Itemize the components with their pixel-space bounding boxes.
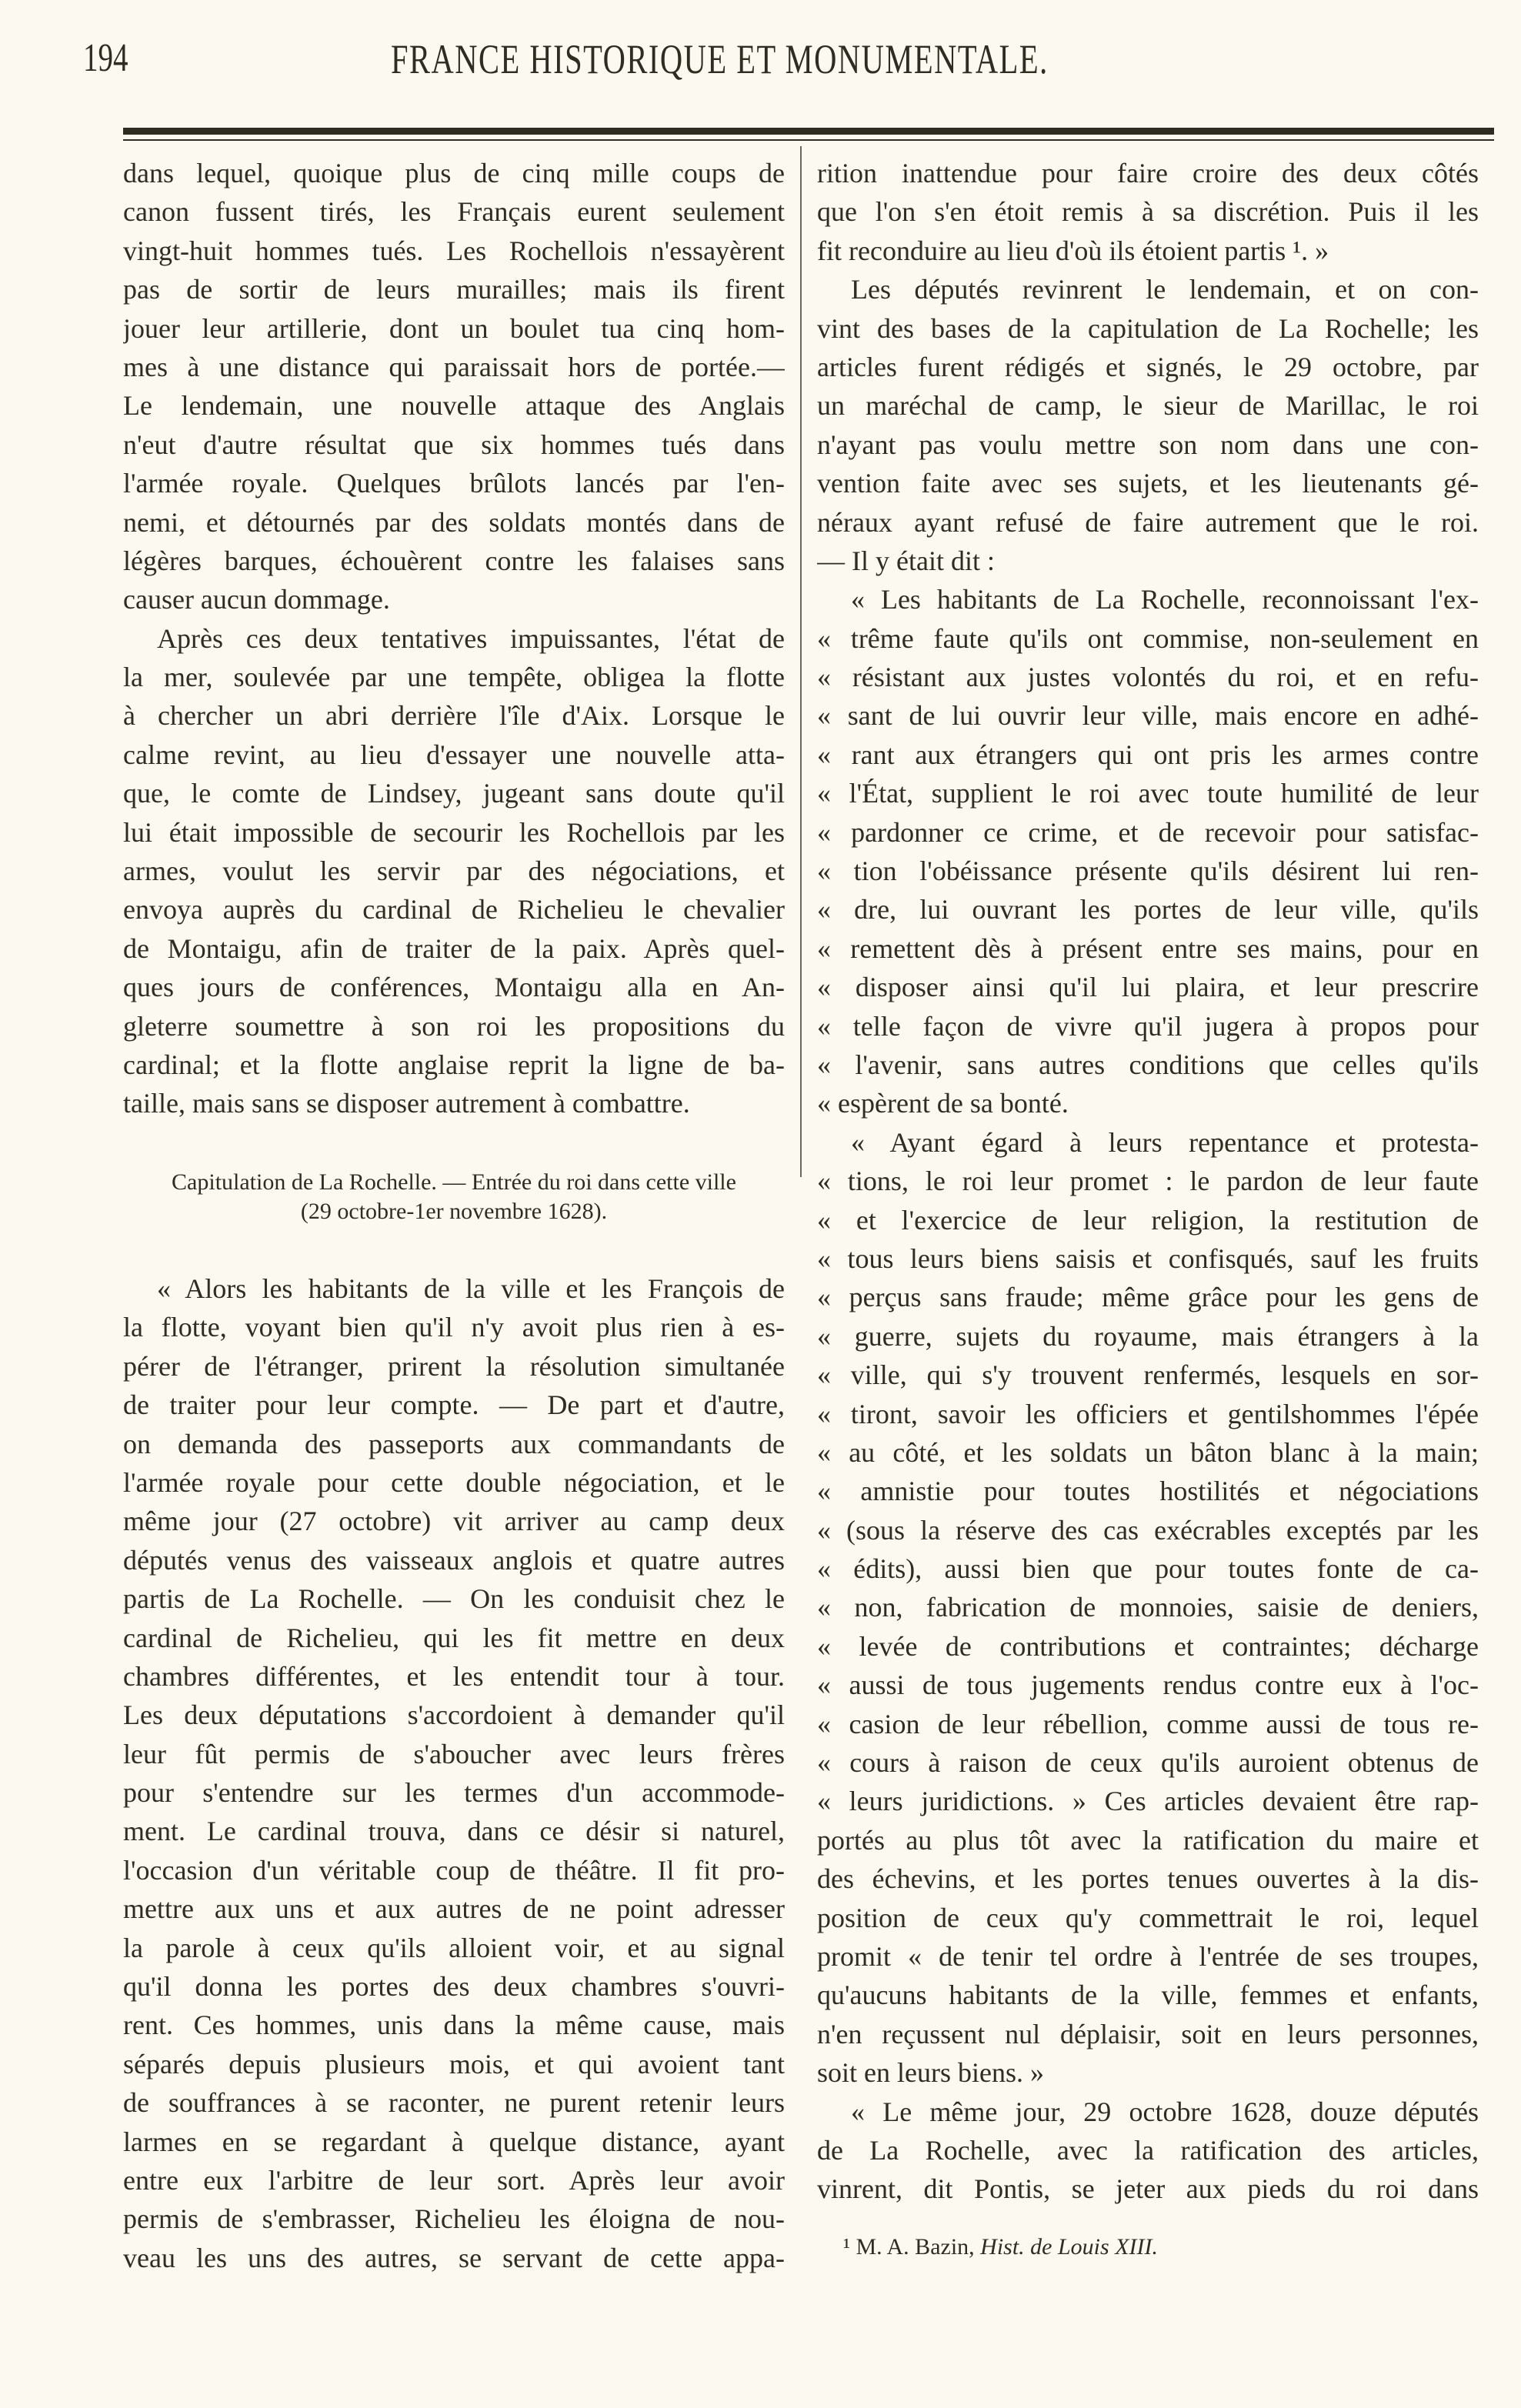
- text-line: cardinal de Richelieu, qui les fit mettre en deux: [123, 1622, 785, 1653]
- text-line: la mer, soulevée par une tempête, obligea la flotte: [123, 662, 785, 693]
- text-line: position de ceux qu'y commettrait le roi, lequel: [817, 1902, 1479, 1933]
- text-line: que l'on s'en étoit remis à sa discrétion. Puis il les: [817, 196, 1479, 228]
- text-line: promit « de tenir tel ordre à l'entrée de ses troupes,: [817, 1940, 1479, 1972]
- text-line: « tous leurs biens saisis et confisqués, sauf les fruits: [817, 1242, 1479, 1274]
- text-line: la flotte, voyant bien qu'il n'y avoit plus rien à es-: [123, 1312, 785, 1343]
- text-line: séparés depuis plusieurs mois, et qui avoient tant: [123, 2048, 785, 2079]
- text-line: l'armée royale pour cette double négociation, et le: [123, 1466, 785, 1498]
- text-line: la parole à ceux qu'ils alloient voir, et au signal: [123, 1932, 785, 1963]
- text-line: n'en reçussent nul déplaisir, soit en leurs personnes,: [817, 2018, 1479, 2049]
- text-line: qu'aucuns habitants de la ville, femmes et enfants,: [817, 1979, 1479, 2011]
- caption-line-2: (29 octobre-1er novembre 1628).: [300, 1199, 608, 1224]
- text-line: ment. Le cardinal trouva, dans ce désir si naturel,: [123, 1816, 785, 1847]
- text-line: lui était impossible de secourir les Rochellois par les: [123, 816, 785, 848]
- text-line: de souffrances à se raconter, ne purent retenir leurs: [123, 2087, 785, 2119]
- text-line: veau les uns des autres, se servant de cette appa-: [123, 2242, 785, 2273]
- text-line: envoya auprès du cardinal de Richelieu le chevalier: [123, 894, 785, 926]
- text-line: causer aucun dommage.: [123, 584, 390, 615]
- text-line: à chercher un abri derrière l'île d'Aix. Lorsque le: [123, 700, 785, 732]
- text-line: « édits), aussi bien que pour toutes fonte de ca-: [817, 1553, 1479, 1585]
- text-line: articles furent rédigés et signés, le 29 octobre, par: [817, 351, 1479, 382]
- right-column-text: [817, 154, 1479, 2209]
- text-line: « amnistie pour toutes hostilités et négociations: [817, 1476, 1479, 1507]
- text-line: « Alors les habitants de la ville et les François de: [157, 1273, 785, 1304]
- text-line: « tions, le roi leur promet : le pardon de leur faute: [817, 1166, 1479, 1197]
- header-rule-thick: [123, 128, 1494, 135]
- footnote: [843, 2234, 1158, 2260]
- text-line: « Le même jour, 29 octobre 1628, douze députés: [851, 2096, 1479, 2127]
- text-line: « l'État, supplient le roi avec toute humilité de leur: [817, 778, 1479, 809]
- text-line: dans lequel, quoique plus de cinq mille coups de: [123, 158, 785, 188]
- text-line: l'armée royale. Quelques brûlots lancés par l'en-: [123, 468, 785, 499]
- text-line: « cours à raison de ceux qu'ils auroient obtenus de: [817, 1747, 1479, 1779]
- text-line: mes à une distance qui paraissait hors de portée.—: [123, 351, 785, 382]
- text-line: taille, mais sans se disposer autrement à combattre.: [123, 1088, 690, 1119]
- text-line: portés au plus tôt avec la ratification du maire et: [817, 1824, 1479, 1856]
- text-line: « remettent dès à présent entre ses mains, pour en: [817, 932, 1479, 964]
- text-line: on demanda des passeports aux commandants de: [123, 1428, 785, 1459]
- text-line: « Ayant égard à leurs repentance et protesta-: [851, 1126, 1479, 1158]
- text-line: pas de sortir de leurs murailles; mais ils firent: [123, 274, 785, 305]
- text-line: Les députés revinrent le lendemain, et on con-: [851, 274, 1479, 305]
- text-line: de Montaigu, afin de traiter de la paix. Après quel-: [123, 932, 785, 964]
- text-line: « aussi de tous jugements rendus contre eux à l'oc-: [817, 1669, 1479, 1701]
- text-line: gleterre soumettre à son roi les propositions du: [123, 1010, 785, 1042]
- text-line: « guerre, sujets du royaume, mais étrangers à la: [817, 1320, 1479, 1352]
- text-line: « au côté, et les soldats un bâton blanc à la main;: [817, 1436, 1479, 1468]
- text-line: partis de La Rochelle. — On les conduisit chez le: [123, 1583, 785, 1615]
- text-line: « l'avenir, sans autres conditions que celles qu'ils: [817, 1049, 1479, 1080]
- text-line: fit reconduire au lieu d'où ils étoient partis ¹. »: [817, 235, 1329, 266]
- text-line: Le lendemain, une nouvelle attaque des Anglais: [123, 390, 785, 422]
- text-line: rent. Ces hommes, unis dans la même cause, mais: [123, 2009, 785, 2041]
- text-line: Les deux députations s'accordoient à demander qu'il: [123, 1699, 785, 1731]
- text-line: que, le comte de Lindsey, jugeant sans doute qu'il: [123, 778, 785, 809]
- text-line: de La Rochelle, avec la ratification des articles,: [817, 2134, 1479, 2166]
- text-line: chambres différentes, et les entendit tour à tour.: [123, 1660, 785, 1692]
- text-line: « telle façon de vivre qu'il jugera à propos pour: [817, 1010, 1479, 1042]
- left-column-text-bottom: [123, 1269, 785, 2277]
- column-divider: [800, 146, 802, 1177]
- text-line: jouer leur artillerie, dont un boulet tua cinq hom-: [123, 312, 785, 344]
- text-line: vention faite avec ses sujets, et les lieutenants gé-: [817, 468, 1479, 499]
- footnote-author: M. A. Bazin,: [856, 2234, 975, 2260]
- text-line: nemi, et détournés par des soldats montés dans de: [123, 506, 785, 538]
- text-line: « ville, qui s'y trouvent renfermés, lesquels en sor-: [817, 1359, 1479, 1391]
- page-number: 194: [83, 36, 128, 80]
- header-rule-thin: [123, 139, 1494, 141]
- text-line: — Il y était dit :: [817, 545, 995, 576]
- text-line: « Les habitants de La Rochelle, reconnoissant l'ex-: [851, 584, 1479, 615]
- text-line: « casion de leur rébellion, comme aussi de tous re-: [817, 1708, 1479, 1739]
- text-line: « espèrent de sa bonté.: [817, 1088, 1069, 1119]
- text-line: calme revint, au lieu d'essayer une nouvelle atta-: [123, 739, 785, 770]
- text-line: ques jours de conférences, Montaigu alla en An-: [123, 972, 785, 1003]
- text-line: armes, voulut les servir par des négociations, et: [123, 855, 785, 887]
- text-line: « trême faute qu'ils ont commise, non-seulement en: [817, 622, 1479, 654]
- text-line: canon fussent tirés, les Français eurent seulement: [123, 196, 785, 228]
- text-line: légères barques, échouèrent contre les falaises sans: [123, 545, 785, 576]
- text-line: « disposer ainsi qu'il lui plaira, et leur prescrire: [817, 972, 1479, 1003]
- text-line: pour s'entendre sur les termes d'un accommode-: [123, 1777, 785, 1809]
- left-column-text-top: [123, 154, 785, 1123]
- text-line: leur fût permis de s'aboucher avec leurs frères: [123, 1738, 785, 1769]
- text-line: « levée de contributions et contraintes; décharge: [817, 1630, 1479, 1662]
- text-line: l'occasion d'un véritable coup de théâtre. Il fit pro-: [123, 1854, 785, 1886]
- text-line: « sant de lui ouvrir leur ville, mais encore en adhé-: [817, 700, 1479, 732]
- footnote-title: Hist. de Louis XIII.: [980, 2234, 1158, 2260]
- text-line: n'ayant pas voulu mettre son nom dans une con-: [817, 429, 1479, 460]
- text-line: qu'il donna les portes des deux chambres s'ouvri-: [123, 1971, 785, 2003]
- text-line: vint des bases de la capitulation de La Rochelle; les: [817, 312, 1479, 344]
- text-line: Après ces deux tentatives impuissantes, l'état de: [157, 622, 785, 654]
- text-line: députés venus des vaisseaux anglois et quatre autres: [123, 1544, 785, 1576]
- text-line: permis de s'embrasser, Richelieu les éloigna de nou-: [123, 2203, 785, 2235]
- text-line: « perçus sans fraude; même grâce pour les gens de: [817, 1282, 1479, 1313]
- text-line: « rant aux étrangers qui ont pris les armes contre: [817, 739, 1479, 770]
- text-line: « tion l'obéissance présente qu'ils désirent lui ren-: [817, 855, 1479, 887]
- text-line: rition inattendue pour faire croire des deux côtés: [817, 158, 1479, 188]
- text-line: « tiront, savoir les officiers et gentilshommes l'épée: [817, 1398, 1479, 1429]
- footnote-marker: ¹: [843, 2234, 850, 2260]
- text-line: vingt-huit hommes tués. Les Rochellois n'essayèrent: [123, 235, 785, 266]
- text-line: pérer de l'étranger, prirent la résolution simultanée: [123, 1350, 785, 1382]
- text-line: entre eux l'arbitre de leur sort. Après leur avoir: [123, 2164, 785, 2196]
- text-line: n'eut d'autre résultat que six hommes tués dans: [123, 429, 785, 460]
- text-line: « non, fabrication de monnoies, saisie de deniers,: [817, 1592, 1479, 1623]
- text-line: des échevins, et les portes tenues ouvertes à la dis-: [817, 1863, 1479, 1895]
- text-line: soit en leurs biens. »: [817, 2057, 1044, 2089]
- text-line: « et l'exercice de leur religion, la restitution de: [817, 1204, 1479, 1236]
- text-line: vinrent, dit Pontis, se jeter aux pieds du roi dans: [817, 2173, 1479, 2205]
- text-line: « résistant aux justes volontés du roi, et en refu-: [817, 662, 1479, 693]
- text-line: un maréchal de camp, le sieur de Marillac, le roi: [817, 390, 1479, 422]
- text-line: larmes en se regardant à quelque distance, ayant: [123, 2126, 785, 2157]
- section-caption: [123, 1168, 785, 1226]
- text-line: « leurs juridictions. » Ces articles devaient être rap-: [817, 1786, 1479, 1817]
- text-line: de traiter pour leur compte. — De part et d'autre,: [123, 1389, 785, 1421]
- text-line: « pardonner ce crime, et de recevoir pour satisfac-: [817, 816, 1479, 848]
- running-title: FRANCE HISTORIQUE ET MONUMENTALE.: [391, 36, 1049, 82]
- text-line: même jour (27 octobre) vit arriver au camp deux: [123, 1506, 785, 1537]
- caption-line-1: Capitulation de La Rochelle. — Entrée du roi dans cette ville: [172, 1169, 736, 1195]
- text-line: « (sous la réserve des cas exécrables exceptés par les: [817, 1514, 1479, 1546]
- text-line: néraux ayant refusé de faire autrement que le roi.: [817, 506, 1479, 538]
- text-line: « dre, lui ouvrant les portes de leur ville, qu'ils: [817, 894, 1479, 926]
- text-line: cardinal; et la flotte anglaise reprit la ligne de ba-: [123, 1049, 785, 1080]
- text-line: mettre aux uns et aux autres de ne point adresser: [123, 1893, 785, 1925]
